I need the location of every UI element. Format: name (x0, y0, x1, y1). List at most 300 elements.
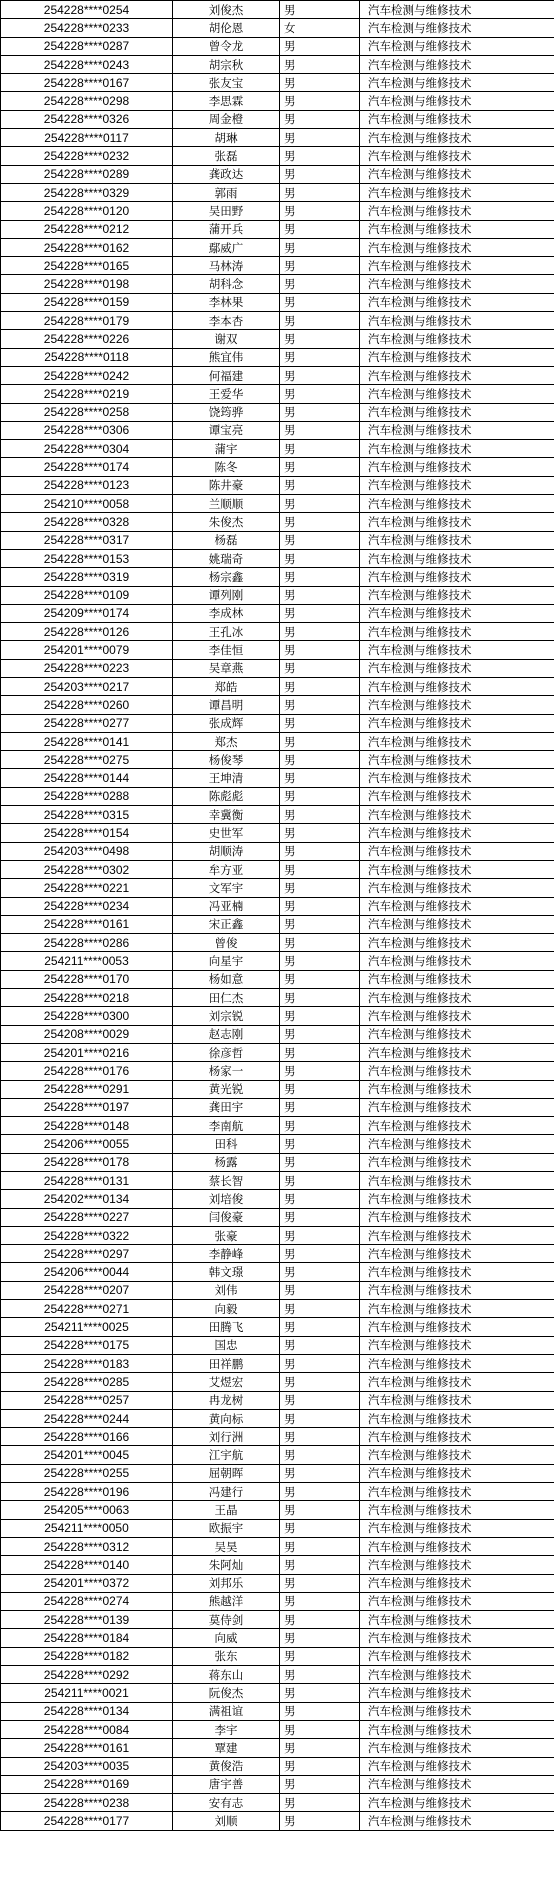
cell-name: 姚瑞奇 (173, 549, 280, 567)
cell-gender: 男 (280, 531, 360, 549)
cell-gender: 男 (280, 220, 360, 238)
cell-id-number: 254228****0288 (1, 787, 173, 805)
cell-major: 汽车检测与维修技术 (360, 1592, 554, 1610)
table-row (1, 1007, 554, 1025)
cell-major: 汽车检测与维修技术 (360, 769, 554, 787)
cell-gender: 男 (280, 440, 360, 458)
cell-name: 李思霖 (173, 92, 280, 110)
table-row (1, 568, 554, 586)
cell-id-number: 254228****0274 (1, 1592, 173, 1610)
cell-gender: 男 (280, 110, 360, 128)
table-row (1, 1464, 554, 1482)
table-row (1, 1172, 554, 1190)
cell-gender: 男 (280, 1574, 360, 1592)
table-row (1, 165, 554, 183)
table-row (1, 1135, 554, 1153)
cell-name: 闫俊豪 (173, 1208, 280, 1226)
cell-id-number: 254206****0044 (1, 1263, 173, 1281)
cell-major: 汽车检测与维修技术 (360, 1354, 554, 1372)
cell-major: 汽车检测与维修技术 (360, 348, 554, 366)
cell-name: 周金橙 (173, 110, 280, 128)
cell-gender: 男 (280, 1318, 360, 1336)
cell-major: 汽车检测与维修技术 (360, 1245, 554, 1263)
cell-gender: 男 (280, 659, 360, 677)
table-row (1, 1098, 554, 1116)
cell-major: 汽车检测与维修技术 (360, 1537, 554, 1555)
cell-major: 汽车检测与维修技术 (360, 1043, 554, 1061)
cell-id-number: 254228****0166 (1, 1428, 173, 1446)
cell-major: 汽车检测与维修技术 (360, 1611, 554, 1629)
table-row (1, 421, 554, 439)
cell-name: 张友宝 (173, 74, 280, 92)
table-row (1, 1354, 554, 1372)
cell-major: 汽车检测与维修技术 (360, 385, 554, 403)
cell-gender: 男 (280, 330, 360, 348)
cell-gender: 男 (280, 568, 360, 586)
cell-major: 汽车检测与维修技术 (360, 1812, 554, 1830)
cell-gender: 男 (280, 348, 360, 366)
table-row (1, 19, 554, 37)
cell-gender: 男 (280, 1245, 360, 1263)
table-row (1, 879, 554, 897)
cell-name: 王孔冰 (173, 623, 280, 641)
cell-id-number: 254228****0312 (1, 1537, 173, 1555)
cell-gender: 男 (280, 623, 360, 641)
cell-name: 陈彪彪 (173, 787, 280, 805)
cell-id-number: 254228****0258 (1, 403, 173, 421)
cell-name: 王坤清 (173, 769, 280, 787)
table-row (1, 275, 554, 293)
table-row (1, 1574, 554, 1592)
cell-id-number: 254228****0196 (1, 1483, 173, 1501)
cell-name: 熊越洋 (173, 1592, 280, 1610)
cell-gender: 男 (280, 970, 360, 988)
cell-name: 王晶 (173, 1501, 280, 1519)
cell-name: 何福建 (173, 366, 280, 384)
cell-major: 汽车检测与维修技术 (360, 421, 554, 439)
cell-major: 汽车检测与维修技术 (360, 74, 554, 92)
table-row (1, 989, 554, 1007)
cell-gender: 男 (280, 421, 360, 439)
cell-major: 汽车检测与维修技术 (360, 934, 554, 952)
cell-name: 阮俊杰 (173, 1684, 280, 1702)
table-row (1, 1446, 554, 1464)
cell-major: 汽车检测与维修技术 (360, 659, 554, 677)
cell-gender: 男 (280, 1812, 360, 1830)
cell-id-number: 254228****0218 (1, 989, 173, 1007)
table-row (1, 1300, 554, 1318)
table-row (1, 495, 554, 513)
cell-gender: 男 (280, 604, 360, 622)
cell-major: 汽车检测与维修技术 (360, 531, 554, 549)
cell-id-number: 254228****0117 (1, 129, 173, 147)
cell-id-number: 254203****0498 (1, 842, 173, 860)
cell-name: 马林涛 (173, 257, 280, 275)
cell-id-number: 254228****0182 (1, 1647, 173, 1665)
cell-major: 汽车检测与维修技术 (360, 806, 554, 824)
table-row (1, 1757, 554, 1775)
cell-id-number: 254228****0120 (1, 202, 173, 220)
cell-id-number: 254228****0177 (1, 1812, 173, 1830)
cell-major: 汽车检测与维修技术 (360, 1629, 554, 1647)
cell-major: 汽车检测与维修技术 (360, 458, 554, 476)
cell-name: 胡顺涛 (173, 842, 280, 860)
table-row (1, 1281, 554, 1299)
cell-major: 汽车检测与维修技术 (360, 1702, 554, 1720)
cell-major: 汽车检测与维修技术 (360, 257, 554, 275)
cell-gender: 男 (280, 586, 360, 604)
table-row (1, 238, 554, 256)
table-row (1, 1519, 554, 1537)
cell-name: 史世军 (173, 824, 280, 842)
table-row (1, 92, 554, 110)
cell-name: 李南航 (173, 1117, 280, 1135)
cell-gender: 男 (280, 1556, 360, 1574)
cell-id-number: 254228****0219 (1, 385, 173, 403)
cell-name: 黄光锐 (173, 1080, 280, 1098)
table-row (1, 183, 554, 201)
cell-gender: 男 (280, 129, 360, 147)
cell-id-number: 254210****0058 (1, 495, 173, 513)
cell-id-number: 254228****0328 (1, 513, 173, 531)
cell-gender: 男 (280, 1720, 360, 1738)
cell-id-number: 254228****0144 (1, 769, 173, 787)
cell-name: 谢双 (173, 330, 280, 348)
cell-id-number: 254228****0207 (1, 1281, 173, 1299)
cell-gender: 男 (280, 1043, 360, 1061)
cell-gender: 男 (280, 934, 360, 952)
table-row (1, 1117, 554, 1135)
cell-gender: 男 (280, 403, 360, 421)
cell-name: 饶筠骅 (173, 403, 280, 421)
cell-gender: 男 (280, 1702, 360, 1720)
cell-id-number: 254209****0174 (1, 604, 173, 622)
table-row (1, 586, 554, 604)
cell-gender: 男 (280, 366, 360, 384)
cell-name: 熊宜伟 (173, 348, 280, 366)
cell-major: 汽车检测与维修技术 (360, 165, 554, 183)
cell-gender: 男 (280, 989, 360, 1007)
cell-name: 向星宇 (173, 952, 280, 970)
cell-name: 刘顺 (173, 1812, 280, 1830)
cell-name: 吴昊 (173, 1537, 280, 1555)
cell-major: 汽车检测与维修技术 (360, 55, 554, 73)
cell-name: 曾俊 (173, 934, 280, 952)
cell-major: 汽车检测与维修技术 (360, 19, 554, 37)
cell-gender: 男 (280, 1098, 360, 1116)
cell-gender: 男 (280, 1684, 360, 1702)
cell-gender: 女 (280, 19, 360, 37)
cell-id-number: 254228****0174 (1, 458, 173, 476)
cell-gender: 男 (280, 202, 360, 220)
cell-name: 屈朝晖 (173, 1464, 280, 1482)
cell-id-number: 254228****0170 (1, 970, 173, 988)
cell-major: 汽车检测与维修技术 (360, 1428, 554, 1446)
cell-major: 汽车检测与维修技术 (360, 1153, 554, 1171)
cell-major: 汽车检测与维修技术 (360, 1794, 554, 1812)
table-row (1, 1226, 554, 1244)
cell-id-number: 254228****0159 (1, 293, 173, 311)
cell-name: 谭列刚 (173, 586, 280, 604)
cell-gender: 男 (280, 952, 360, 970)
cell-name: 田腾飞 (173, 1318, 280, 1336)
cell-id-number: 254228****0234 (1, 897, 173, 915)
cell-major: 汽车检测与维修技术 (360, 330, 554, 348)
cell-major: 汽车检测与维修技术 (360, 1226, 554, 1244)
cell-gender: 男 (280, 37, 360, 55)
cell-gender: 男 (280, 165, 360, 183)
cell-gender: 男 (280, 549, 360, 567)
cell-major: 汽车检测与维修技术 (360, 1720, 554, 1738)
cell-name: 莫侍剑 (173, 1611, 280, 1629)
cell-name: 刘俊杰 (173, 1, 280, 19)
table-row (1, 1720, 554, 1738)
cell-id-number: 254228****0285 (1, 1373, 173, 1391)
table-row (1, 623, 554, 641)
cell-gender: 男 (280, 897, 360, 915)
table-row (1, 1647, 554, 1665)
cell-gender: 男 (280, 1666, 360, 1684)
table-row (1, 1556, 554, 1574)
cell-major: 汽车检测与维修技术 (360, 897, 554, 915)
cell-name: 杨家一 (173, 1062, 280, 1080)
cell-major: 汽车检测与维修技术 (360, 989, 554, 1007)
cell-gender: 男 (280, 1775, 360, 1793)
cell-name: 满祖谊 (173, 1702, 280, 1720)
cell-major: 汽车检测与维修技术 (360, 1190, 554, 1208)
cell-name: 蔡长智 (173, 1172, 280, 1190)
cell-id-number: 254228****0287 (1, 37, 173, 55)
cell-name: 张东 (173, 1647, 280, 1665)
cell-id-number: 254228****0123 (1, 476, 173, 494)
cell-major: 汽车检测与维修技术 (360, 732, 554, 750)
table-row (1, 385, 554, 403)
cell-major: 汽车检测与维修技术 (360, 714, 554, 732)
cell-name: 张豪 (173, 1226, 280, 1244)
cell-name: 刘行洲 (173, 1428, 280, 1446)
cell-name: 宋正鑫 (173, 915, 280, 933)
cell-gender: 男 (280, 1757, 360, 1775)
table-row (1, 604, 554, 622)
cell-id-number: 254201****0045 (1, 1446, 173, 1464)
table-row (1, 74, 554, 92)
table-row (1, 1080, 554, 1098)
cell-major: 汽车检测与维修技术 (360, 549, 554, 567)
cell-name: 向威 (173, 1629, 280, 1647)
cell-name: 杨宗鑫 (173, 568, 280, 586)
cell-name: 刘宗锐 (173, 1007, 280, 1025)
cell-id-number: 254228****0271 (1, 1300, 173, 1318)
cell-gender: 男 (280, 1281, 360, 1299)
table-row (1, 110, 554, 128)
table-row (1, 787, 554, 805)
cell-gender: 男 (280, 769, 360, 787)
cell-major: 汽车检测与维修技术 (360, 1464, 554, 1482)
table-row (1, 37, 554, 55)
table-row (1, 312, 554, 330)
cell-id-number: 254228****0233 (1, 19, 173, 37)
table-row (1, 476, 554, 494)
cell-name: 胡琳 (173, 129, 280, 147)
cell-name: 徐彦哲 (173, 1043, 280, 1061)
cell-id-number: 254228****0140 (1, 1556, 173, 1574)
table-row (1, 330, 554, 348)
cell-major: 汽车检测与维修技术 (360, 879, 554, 897)
cell-id-number: 254201****0079 (1, 641, 173, 659)
cell-gender: 男 (280, 147, 360, 165)
cell-name: 杨如意 (173, 970, 280, 988)
cell-id-number: 254228****0260 (1, 696, 173, 714)
cell-gender: 男 (280, 293, 360, 311)
table-row (1, 1629, 554, 1647)
cell-major: 汽车检测与维修技术 (360, 1135, 554, 1153)
cell-id-number: 254228****0244 (1, 1409, 173, 1427)
cell-major: 汽车检测与维修技术 (360, 568, 554, 586)
cell-major: 汽车检测与维修技术 (360, 275, 554, 293)
cell-id-number: 254208****0029 (1, 1025, 173, 1043)
cell-major: 汽车检测与维修技术 (360, 604, 554, 622)
cell-name: 曾令龙 (173, 37, 280, 55)
cell-gender: 男 (280, 1226, 360, 1244)
cell-major: 汽车检测与维修技术 (360, 1025, 554, 1043)
cell-major: 汽车检测与维修技术 (360, 495, 554, 513)
cell-name: 谭宝亮 (173, 421, 280, 439)
cell-name: 蒲开兵 (173, 220, 280, 238)
table-row (1, 440, 554, 458)
table-row (1, 1409, 554, 1427)
cell-major: 汽车检测与维修技术 (360, 183, 554, 201)
cell-gender: 男 (280, 1519, 360, 1537)
cell-major: 汽车检测与维修技术 (360, 293, 554, 311)
cell-id-number: 254228****0306 (1, 421, 173, 439)
cell-major: 汽车检测与维修技术 (360, 970, 554, 988)
cell-gender: 男 (280, 860, 360, 878)
cell-major: 汽车检测与维修技术 (360, 312, 554, 330)
cell-gender: 男 (280, 1629, 360, 1647)
cell-major: 汽车检测与维修技术 (360, 1391, 554, 1409)
table-row (1, 1684, 554, 1702)
table-row (1, 1592, 554, 1610)
cell-id-number: 254228****0176 (1, 1062, 173, 1080)
cell-gender: 男 (280, 1062, 360, 1080)
cell-id-number: 254228****0131 (1, 1172, 173, 1190)
cell-name: 李本杏 (173, 312, 280, 330)
table-row (1, 915, 554, 933)
cell-id-number: 254228****0254 (1, 1, 173, 19)
cell-name: 陈井豪 (173, 476, 280, 494)
table-row (1, 293, 554, 311)
cell-name: 冯亚楠 (173, 897, 280, 915)
table-row (1, 824, 554, 842)
table-row (1, 934, 554, 952)
cell-id-number: 254228****0183 (1, 1354, 173, 1372)
cell-id-number: 254228****0141 (1, 732, 173, 750)
cell-major: 汽车检测与维修技术 (360, 110, 554, 128)
cell-gender: 男 (280, 385, 360, 403)
table-row (1, 659, 554, 677)
cell-gender: 男 (280, 1611, 360, 1629)
table-body (1, 1, 554, 1831)
cell-name: 幸冀衡 (173, 806, 280, 824)
cell-gender: 男 (280, 238, 360, 256)
table-row (1, 1501, 554, 1519)
cell-name: 赵志刚 (173, 1025, 280, 1043)
cell-id-number: 254228****0289 (1, 165, 173, 183)
cell-gender: 男 (280, 1336, 360, 1354)
cell-gender: 男 (280, 1135, 360, 1153)
cell-name: 艾煜宏 (173, 1373, 280, 1391)
table-row (1, 696, 554, 714)
table-row (1, 677, 554, 695)
table-row (1, 220, 554, 238)
cell-id-number: 254228****0161 (1, 1739, 173, 1757)
cell-id-number: 254211****0050 (1, 1519, 173, 1537)
cell-id-number: 254228****0277 (1, 714, 173, 732)
cell-name: 张成辉 (173, 714, 280, 732)
cell-name: 蒲宇 (173, 440, 280, 458)
cell-gender: 男 (280, 495, 360, 513)
cell-name: 田科 (173, 1135, 280, 1153)
table-row (1, 714, 554, 732)
table-row (1, 1537, 554, 1555)
table-row (1, 531, 554, 549)
cell-name: 陈冬 (173, 458, 280, 476)
cell-id-number: 254228****0286 (1, 934, 173, 952)
table-row (1, 1794, 554, 1812)
table-row (1, 348, 554, 366)
cell-id-number: 254228****0242 (1, 366, 173, 384)
cell-major: 汽车检测与维修技术 (360, 1684, 554, 1702)
cell-name: 田祥鹏 (173, 1354, 280, 1372)
cell-id-number: 254228****0126 (1, 623, 173, 641)
cell-name: 王爱华 (173, 385, 280, 403)
cell-major: 汽车检测与维修技术 (360, 1263, 554, 1281)
cell-major: 汽车检测与维修技术 (360, 1483, 554, 1501)
table-row (1, 1483, 554, 1501)
cell-gender: 男 (280, 1, 360, 19)
cell-id-number: 254228****0238 (1, 1794, 173, 1812)
cell-id-number: 254201****0372 (1, 1574, 173, 1592)
cell-name: 兰顺顺 (173, 495, 280, 513)
cell-name: 鄢威广 (173, 238, 280, 256)
cell-gender: 男 (280, 1025, 360, 1043)
cell-major: 汽车检测与维修技术 (360, 1007, 554, 1025)
cell-major: 汽车检测与维修技术 (360, 202, 554, 220)
cell-gender: 男 (280, 1391, 360, 1409)
cell-name: 安有志 (173, 1794, 280, 1812)
table-row (1, 1428, 554, 1446)
cell-gender: 男 (280, 513, 360, 531)
cell-name: 李宇 (173, 1720, 280, 1738)
table-row (1, 1190, 554, 1208)
cell-id-number: 254228****0175 (1, 1336, 173, 1354)
table-row (1, 549, 554, 567)
cell-major: 汽车检测与维修技术 (360, 751, 554, 769)
cell-gender: 男 (280, 732, 360, 750)
cell-id-number: 254228****0292 (1, 1666, 173, 1684)
cell-major: 汽车检测与维修技术 (360, 623, 554, 641)
cell-major: 汽车检测与维修技术 (360, 1062, 554, 1080)
cell-id-number: 254228****0302 (1, 860, 173, 878)
cell-major: 汽车检测与维修技术 (360, 1757, 554, 1775)
cell-major: 汽车检测与维修技术 (360, 1300, 554, 1318)
cell-major: 汽车检测与维修技术 (360, 641, 554, 659)
table-row (1, 513, 554, 531)
cell-major: 汽车检测与维修技术 (360, 1446, 554, 1464)
cell-name: 刘邦乐 (173, 1574, 280, 1592)
table-row (1, 1373, 554, 1391)
cell-name: 李静峰 (173, 1245, 280, 1263)
